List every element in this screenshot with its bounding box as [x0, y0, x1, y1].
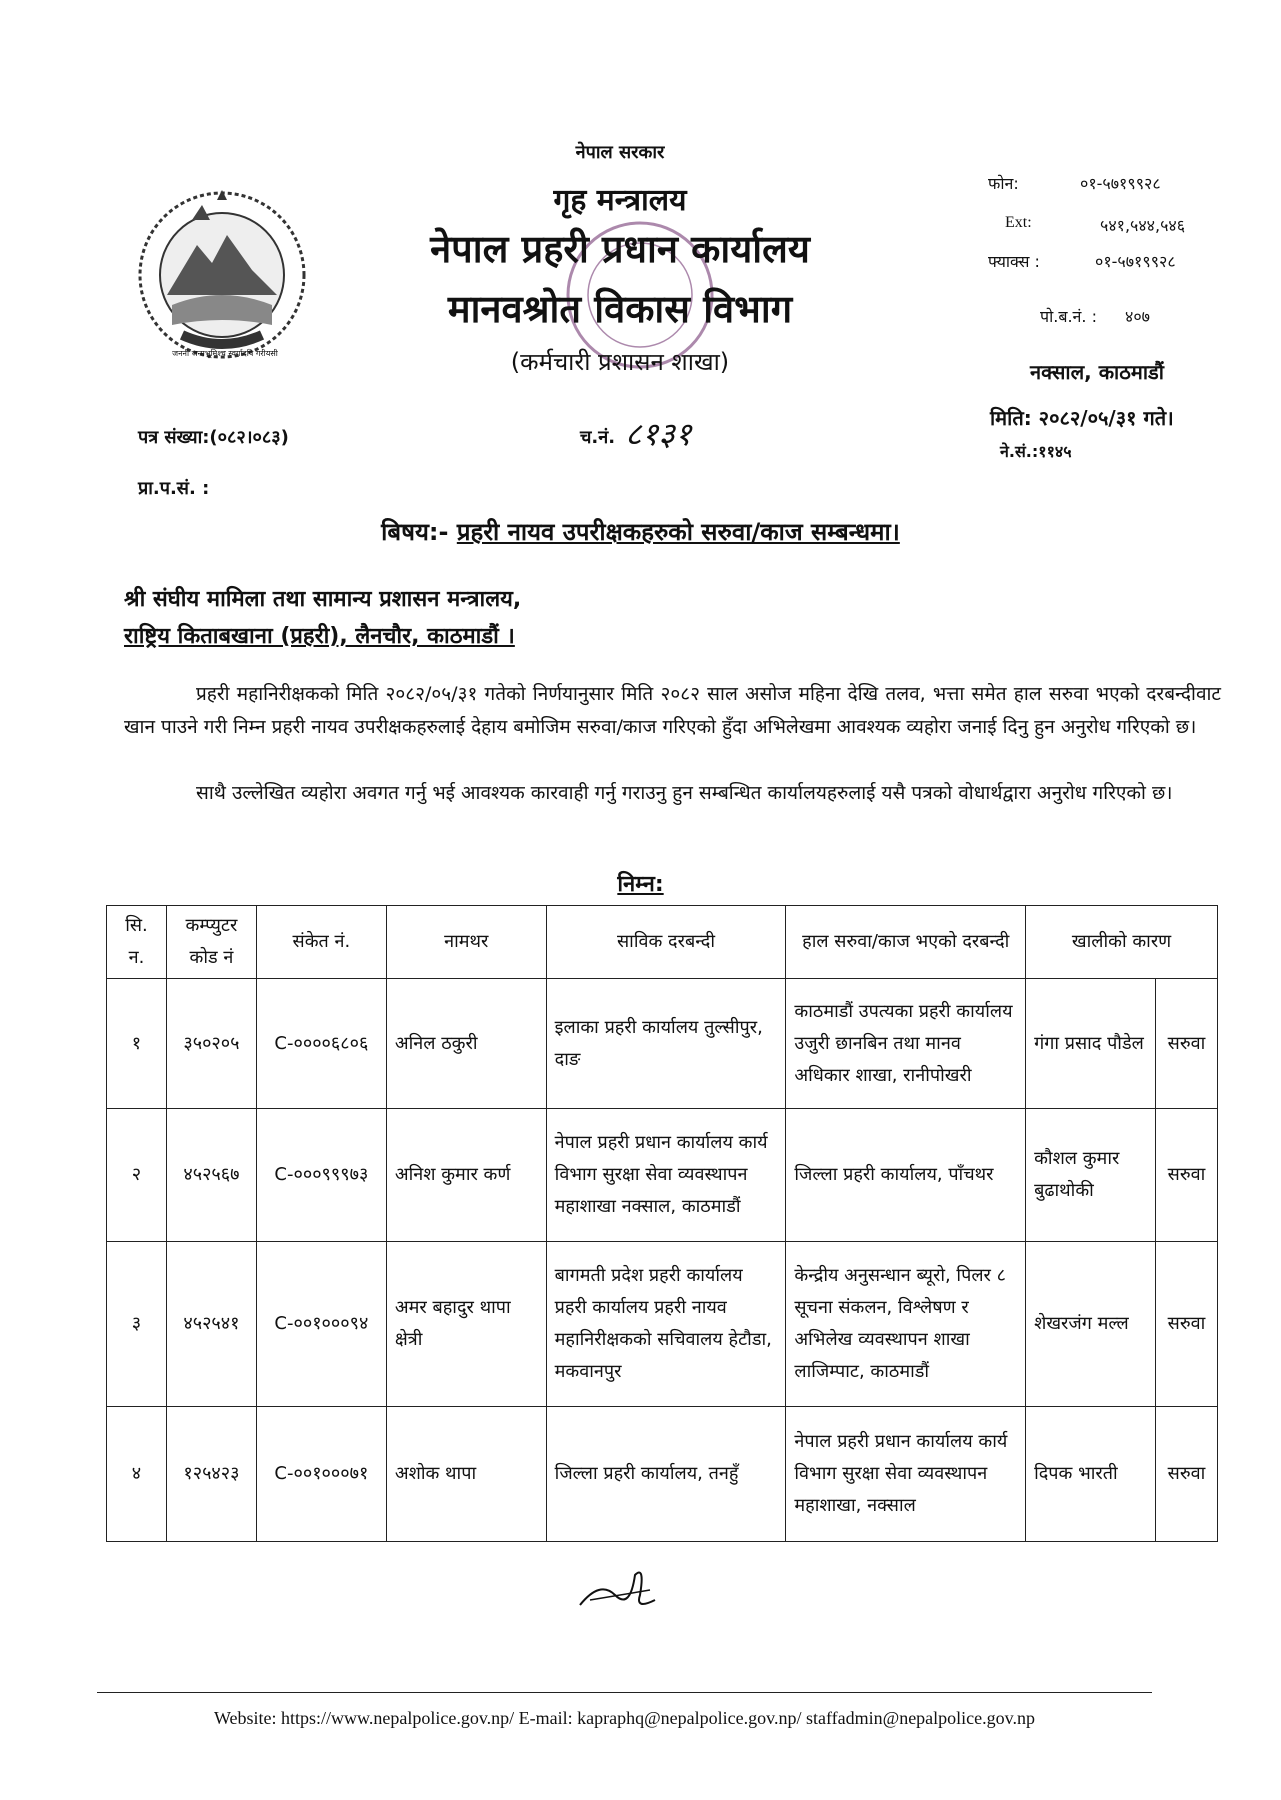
office-name: नेपाल प्रहरी प्रधान कार्यालय [430, 227, 810, 271]
cell-current: केन्द्रीय अनुसन्धान ब्यूरो, पिलर ८ सूचना संकलन, विश्लेषण र अभिलेख व्यवस्थापन शाखा लाजिम्पाट, काठमाडौं [786, 1242, 1026, 1407]
cell-vacancy-reason: सरुवा [1155, 1407, 1217, 1542]
cell-code: ४५२५६७ [166, 1109, 256, 1242]
table-row [107, 979, 1218, 1109]
letter-date: मिति: २०८२/०५/३१ गते। [990, 406, 1174, 430]
cell-previous: जिल्ला प्रहरी कार्यालय, तनहुँ [546, 1407, 786, 1542]
department-name: मानवश्रोत विकास विभाग [447, 287, 793, 331]
table-header-row [107, 906, 1218, 979]
footer-contact: Website: https://www.nepalpolice.gov.np/ E-mail: kapraphq@nepalpolice.gov.np/ staffadmin@nepalpolice.gov.np [213, 1708, 1035, 1728]
list-heading: निम्न: [617, 872, 664, 897]
signature [575, 1560, 665, 1620]
reference-number: पत्र संख्या:(०८२।०८३) [138, 427, 289, 448]
ext-label: Ext: [1005, 214, 1032, 231]
cell-code: ३५०२०५ [166, 979, 256, 1109]
pobox-label: पो.ब.नं. : [1040, 307, 1097, 326]
dispatch-label: च.नं. [580, 427, 616, 448]
body-paragraph-2: साथै उल्लेखित व्यहोरा अवगत गर्नु भई आवश्यक कारवाही गर्नु गराउनु हुन सम्बन्धित कार्यालयहरुलाई यसै पत्रको वोधार्थद्वारा अनुरोध गरिएको छ। [196, 782, 1173, 804]
cell-symbol: C-००१०००७१ [256, 1407, 386, 1542]
header-symbol: संकेत नं. [256, 906, 386, 979]
nepal-government-emblem-icon [132, 185, 312, 365]
addressee-line2: राष्ट्रिय किताबखाना (प्रहरी), लैनचौर, काठमाडौं । [124, 624, 515, 649]
cell-sn: ३ [107, 1242, 167, 1407]
cell-name: अशोक थापा [386, 1407, 546, 1542]
header-vacancy: खालीको कारण [1026, 906, 1218, 979]
prapasa-label: प्रा.प.सं. : [138, 478, 210, 499]
office-location: नक्साल, काठमाडौं [1030, 360, 1164, 384]
cell-symbol: C-००१०००९४ [256, 1242, 386, 1407]
ext-value: ५४१,५४४,५४६ [1100, 216, 1186, 235]
cell-symbol: C-०००९९९७३ [256, 1109, 386, 1242]
table-row [107, 1407, 1218, 1542]
ministry-name: गृह मन्त्रालय [553, 183, 687, 218]
pobox-value: ४०७ [1125, 307, 1150, 326]
cell-sn: ४ [107, 1407, 167, 1542]
subject-line [0, 515, 1281, 548]
transfer-table [106, 905, 1218, 1542]
body-paragraph-1: प्रहरी महानिरीक्षकको मिति २०८२/०५/३१ गतेको निर्णयानुसार मिति २०८२ साल असोज महिना देखि तलव, भत्ता समेत हाल सरुवा भएको दरबन्दीवाट खान पाउने गरी निम्न प्रहरी नायव उपरीक्षकहरुलाई देहाय बमोजिम सरुवा/काज गरिएको हुँदा अभिलेखमा आवश्यक व्यहोरा जनाई दिनु हुन अनुरोध गरिएको छ। [124, 683, 1221, 738]
cell-code: १२५४२३ [166, 1407, 256, 1542]
cell-sn: १ [107, 979, 167, 1109]
header-sn: सि. न. [107, 906, 167, 979]
cell-previous: इलाका प्रहरी कार्यालय तुल्सीपुर, दाङ [546, 979, 786, 1109]
cell-name: अनिश कुमार कर्ण [386, 1109, 546, 1242]
cell-code: ४५२५४१ [166, 1242, 256, 1407]
table-row [107, 1109, 1218, 1242]
cell-vacancy-person: शेखरजंग मल्ल [1026, 1242, 1156, 1407]
government-name: नेपाल सरकार [575, 142, 665, 163]
nepal-sambat: ने.सं.:११४५ [1000, 442, 1072, 461]
fax-value: ०१-५७१९९२८ [1095, 252, 1176, 271]
subject-text: प्रहरी नायव उपरीक्षकहरुको सरुवा/काज सम्बन्धमा। [456, 518, 900, 546]
cell-vacancy-reason: सरुवा [1155, 1109, 1217, 1242]
cell-symbol: C-००००६८०६ [256, 979, 386, 1109]
phone-label: फोन: [988, 174, 1019, 193]
branch-name: (कर्मचारी प्रशासन शाखा) [510, 348, 730, 376]
addressee-line1: श्री संघीय मामिला तथा सामान्य प्रशासन मन्त्रालय, [124, 587, 522, 612]
dispatch-number: ८१३१ [625, 415, 692, 453]
header-code: कम्प्युटर कोड नं [166, 906, 256, 979]
cell-previous: बागमती प्रदेश प्रहरी कार्यालय प्रहरी कार्यालय प्रहरी नायव महानिरीक्षकको सचिवालय हेटौडा, मकवानपुर [546, 1242, 786, 1407]
table-row [107, 1242, 1218, 1407]
footer-divider [97, 1692, 1152, 1693]
cell-sn: २ [107, 1109, 167, 1242]
cell-vacancy-reason: सरुवा [1155, 979, 1217, 1109]
cell-name: अमर बहादुर थापा क्षेत्री [386, 1242, 546, 1407]
header-previous: साविक दरबन्दी [546, 906, 786, 979]
phone-value: ०१-५७१९९२८ [1080, 174, 1161, 193]
cell-vacancy-person: कौशल कुमार बुढाथोकी [1026, 1109, 1156, 1242]
emblem-motto: जननी जन्मभूमिश्च स्वर्गादपि गरीयसी [172, 349, 278, 358]
cell-name: अनिल ठकुरी [386, 979, 546, 1109]
header-current: हाल सरुवा/काज भएको दरबन्दी [786, 906, 1026, 979]
cell-current: जिल्ला प्रहरी कार्यालय, पाँचथर [786, 1109, 1026, 1242]
cell-vacancy-person: गंगा प्रसाद पौडेल [1026, 979, 1156, 1109]
fax-label: फ्याक्स : [988, 252, 1040, 271]
cell-previous: नेपाल प्रहरी प्रधान कार्यालय कार्य विभाग सुरक्षा सेवा व्यवस्थापन महाशाखा नक्साल, काठमाडौं [546, 1109, 786, 1242]
cell-current: नेपाल प्रहरी प्रधान कार्यालय कार्य विभाग सुरक्षा सेवा व्यवस्थापन महाशाखा, नक्साल [786, 1407, 1026, 1542]
cell-vacancy-person: दिपक भारती [1026, 1407, 1156, 1542]
subject-label: बिषय:- [381, 518, 449, 546]
cell-vacancy-reason: सरुवा [1155, 1242, 1217, 1407]
header-name: नामथर [386, 906, 546, 979]
cell-current: काठमाडौं उपत्यका प्रहरी कार्यालय उजुरी छानबिन तथा मानव अधिकार शाखा, रानीपोखरी [786, 979, 1026, 1109]
